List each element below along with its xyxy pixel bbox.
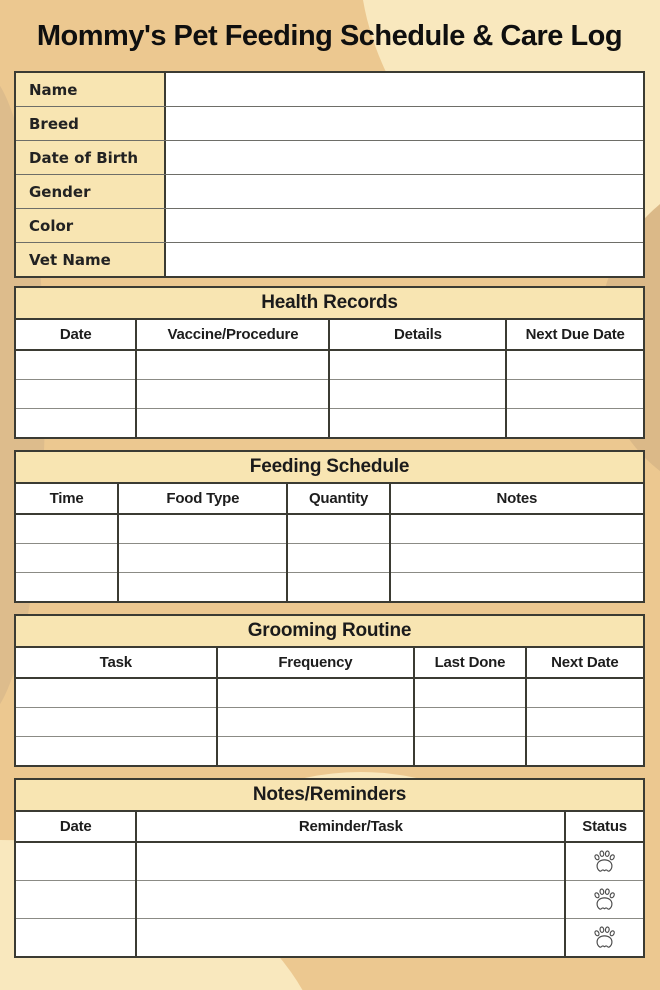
column-header-vaccine-procedure: Vaccine/Procedure	[136, 320, 329, 350]
entry-cell[interactable]	[16, 409, 136, 438]
entry-cell[interactable]	[16, 842, 136, 881]
table-row	[16, 737, 643, 766]
column-header-next-date: Next Date	[526, 648, 643, 678]
header-row	[16, 320, 643, 350]
status-cell[interactable]	[565, 881, 643, 919]
table-row	[16, 380, 643, 409]
notes-reminders-table	[16, 812, 643, 956]
section-grooming-routine	[14, 614, 645, 767]
entry-cell[interactable]	[16, 514, 118, 544]
paw-icon	[591, 886, 618, 913]
entry-cell[interactable]	[136, 350, 329, 380]
pet-info-row	[16, 106, 643, 140]
feeding-schedule-table	[16, 484, 643, 601]
grooming-routine-table	[16, 648, 643, 765]
entry-cell[interactable]	[506, 350, 643, 380]
entry-cell[interactable]	[16, 573, 118, 602]
entry-cell[interactable]	[526, 737, 643, 766]
health-records-table	[16, 320, 643, 437]
pet-info-label-name: Name	[16, 73, 166, 106]
entry-cell[interactable]	[329, 380, 506, 409]
header-row	[16, 812, 643, 842]
entry-cell[interactable]	[390, 514, 643, 544]
status-cell[interactable]	[565, 919, 643, 957]
entry-cell[interactable]	[329, 409, 506, 438]
column-header-food-type: Food Type	[118, 484, 287, 514]
feeding-schedule-title: Feeding Schedule	[16, 452, 643, 484]
entry-cell[interactable]	[217, 678, 415, 708]
pet-info-table	[14, 71, 645, 278]
entry-cell[interactable]	[329, 350, 506, 380]
health-records-title: Health Records	[16, 288, 643, 320]
entry-cell[interactable]	[506, 380, 643, 409]
paw-icon	[591, 848, 618, 875]
notes-reminders-title: Notes/Reminders	[16, 780, 643, 812]
pet-info-label-vet-name: Vet Name	[16, 243, 166, 276]
entry-cell[interactable]	[506, 409, 643, 438]
pet-info-label-gender: Gender	[16, 175, 166, 208]
entry-cell[interactable]	[287, 514, 389, 544]
column-header-last-done: Last Done	[414, 648, 526, 678]
section-feeding-schedule	[14, 450, 645, 603]
page-title: Mommy's Pet Feeding Schedule & Care Log	[36, 20, 623, 52]
table-row	[16, 708, 643, 737]
document-content	[14, 0, 645, 969]
entry-cell[interactable]	[136, 380, 329, 409]
entry-cell[interactable]	[16, 708, 217, 737]
entry-cell[interactable]	[118, 544, 287, 573]
pet-info-vet-name-field[interactable]	[166, 243, 643, 276]
entry-cell[interactable]	[16, 350, 136, 380]
header-row	[16, 648, 643, 678]
entry-cell[interactable]	[414, 737, 526, 766]
table-row	[16, 544, 643, 573]
paw-icon	[591, 924, 618, 951]
table-row	[16, 842, 643, 881]
entry-cell[interactable]	[217, 737, 415, 766]
column-header-next-due-date: Next Due Date	[506, 320, 643, 350]
pet-info-color-field[interactable]	[166, 209, 643, 242]
entry-cell[interactable]	[414, 708, 526, 737]
grooming-routine-title: Grooming Routine	[16, 616, 643, 648]
column-header-frequency: Frequency	[217, 648, 415, 678]
table-row	[16, 678, 643, 708]
status-cell[interactable]	[565, 842, 643, 881]
entry-cell[interactable]	[287, 573, 389, 602]
entry-cell[interactable]	[16, 919, 136, 957]
entry-cell[interactable]	[287, 544, 389, 573]
column-header-notes: Notes	[390, 484, 643, 514]
column-header-status: Status	[565, 812, 643, 842]
pet-info-row	[16, 208, 643, 242]
pet-info-date-of-birth-field[interactable]	[166, 141, 643, 174]
pet-info-row	[16, 242, 643, 276]
entry-cell[interactable]	[390, 544, 643, 573]
column-header-task: Task	[16, 648, 217, 678]
column-header-time: Time	[16, 484, 118, 514]
column-header-date: Date	[16, 812, 136, 842]
entry-cell[interactable]	[390, 573, 643, 602]
pet-info-breed-field[interactable]	[166, 107, 643, 140]
table-row	[16, 919, 643, 957]
column-header-reminder-task: Reminder/Task	[136, 812, 565, 842]
entry-cell[interactable]	[217, 708, 415, 737]
table-row	[16, 409, 643, 438]
entry-cell[interactable]	[118, 573, 287, 602]
column-header-details: Details	[329, 320, 506, 350]
pet-info-label-breed: Breed	[16, 107, 166, 140]
entry-cell[interactable]	[414, 678, 526, 708]
section-health-records	[14, 286, 645, 439]
pet-info-label-color: Color	[16, 209, 166, 242]
table-row	[16, 514, 643, 544]
column-header-date: Date	[16, 320, 136, 350]
pet-info-row	[16, 140, 643, 174]
entry-cell[interactable]	[526, 708, 643, 737]
entry-cell[interactable]	[118, 514, 287, 544]
entry-cell[interactable]	[136, 881, 565, 919]
entry-cell[interactable]	[16, 544, 118, 573]
entry-cell[interactable]	[16, 881, 136, 919]
table-row	[16, 881, 643, 919]
entry-cell[interactable]	[136, 919, 565, 957]
entry-cell[interactable]	[136, 842, 565, 881]
pet-info-row	[16, 73, 643, 106]
section-notes-reminders	[14, 778, 645, 958]
entry-cell[interactable]	[16, 380, 136, 409]
pet-info-label-date-of-birth: Date of Birth	[16, 141, 166, 174]
pet-info-name-field[interactable]	[166, 73, 643, 106]
header-row	[16, 484, 643, 514]
entry-cell[interactable]	[16, 678, 217, 708]
entry-cell[interactable]	[136, 409, 329, 438]
table-row	[16, 350, 643, 380]
table-row	[16, 573, 643, 602]
entry-cell[interactable]	[16, 737, 217, 766]
pet-info-gender-field[interactable]	[166, 175, 643, 208]
column-header-quantity: Quantity	[287, 484, 389, 514]
pet-info-row	[16, 174, 643, 208]
entry-cell[interactable]	[526, 678, 643, 708]
